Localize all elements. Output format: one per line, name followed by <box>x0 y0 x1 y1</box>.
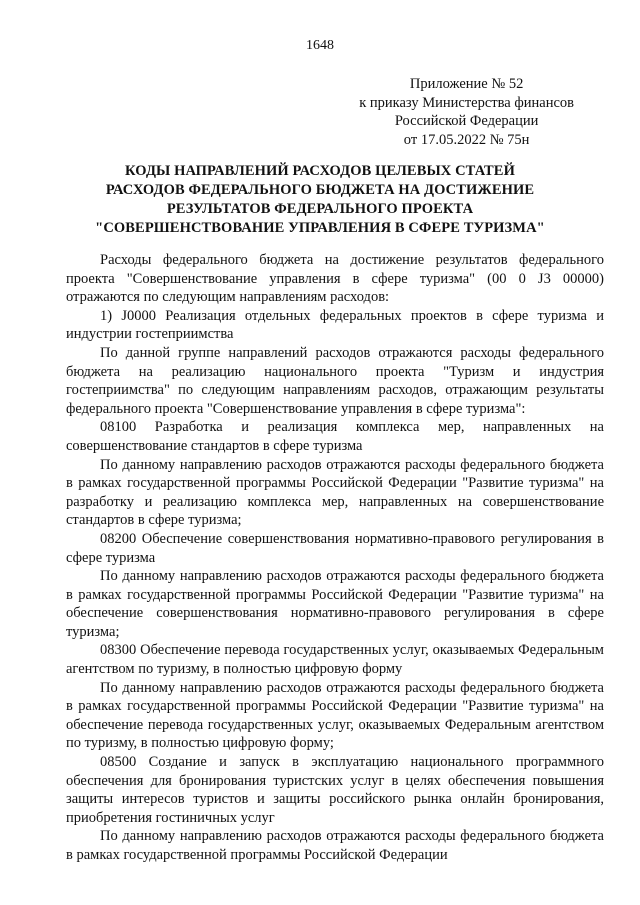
paragraph-intro: Расходы федерального бюджета на достижение результатов федерального проекта "Совершенствование управления в сфере туризма" (00 0 J3 00000) отражаются по следующим направлениям расходов: <box>66 252 604 306</box>
paragraph-08100-desc: По данному направлению расходов отражаются расходы федерального бюджета в рамках государственной программы Российской Федерации "Развитие туризма" на разработку и реализацию комплекса мер, направленных на совершенствование стандартов в сфере туризма; <box>66 456 604 529</box>
paragraph-j0000-desc: По данной группе направлений расходов отражаются расходы федерального бюджета на реализацию национального проекта "Туризм и индустрия гостеприимства" по следующим направлениям расходов, отражающим результаты федерального проекта "Совершенствование управления в сфере туризма": <box>66 344 604 417</box>
title-line-4: "СОВЕРШЕНСТВОВАНИЕ УПРАВЛЕНИЯ В СФЕРЕ ТУРИЗМА" <box>95 220 545 236</box>
appendix-line-2: к приказу Министерства финансов <box>359 94 574 111</box>
document-body <box>66 251 604 865</box>
paragraph-08500: 08500 Создание и запуск в эксплуатацию национального программного обеспечения для бронирования туристских услуг в целях обеспечения повышения защиты интересов туристов и защиты российского рынка онлайн бронирования, приобретения гостиничных услуг <box>66 754 604 826</box>
appendix-line-1: Приложение № 52 <box>409 76 524 92</box>
paragraph-08100: 08100 Разработка и реализация комплекса мер, направленных на совершенствование стандартов в сфере туризма <box>66 419 604 454</box>
title-line-2: РАСХОДОВ ФЕДЕРАЛЬНОГО БЮДЖЕТА НА ДОСТИЖЕНИЕ <box>105 182 535 198</box>
paragraph-08200-desc: По данному направлению расходов отражаются расходы федерального бюджета в рамках государственной программы Российской Федерации "Развитие туризма" на обеспечение совершенствования нормативно-правового регулирования в сфере туризма; <box>66 568 604 640</box>
document-title <box>40 162 600 238</box>
page-number: 1648 <box>306 38 334 53</box>
paragraph-08300-desc: По данному направлению расходов отражаются расходы федерального бюджета в рамках государственной программы Российской Федерации "Развитие туризма" на обеспечение перевода государственных услуг, оказываемых Федеральным агентством по туризму, в полностью цифровую форму; <box>66 679 604 752</box>
paragraph-08300: 08300 Обеспечение перевода государственных услуг, оказываемых Федеральным агентством по туризму, в полностью цифровую форму <box>66 642 604 678</box>
appendix-line-4: от 17.05.2022 № 75н <box>403 131 530 148</box>
paragraph-08200: 08200 Обеспечение совершенствования нормативно-правового регулирования в сфере туризма <box>66 530 604 566</box>
paragraph-j0000: 1) J0000 Реализация отдельных федеральных проектов в сфере туризма и индустрии гостеприимства <box>66 307 604 343</box>
paragraph-08500-desc: По данному направлению расходов отражаются расходы федерального бюджета в рамках государственной программы Российской Федерации <box>66 828 604 863</box>
appendix-header <box>359 75 574 149</box>
title-line-1: КОДЫ НАПРАВЛЕНИЙ РАСХОДОВ ЦЕЛЕВЫХ СТАТЕЙ <box>125 163 515 179</box>
appendix-line-3: Российской Федерации <box>394 113 539 129</box>
title-line-3: РЕЗУЛЬТАТОВ ФЕДЕРАЛЬНОГО ПРОЕКТА <box>166 201 474 217</box>
